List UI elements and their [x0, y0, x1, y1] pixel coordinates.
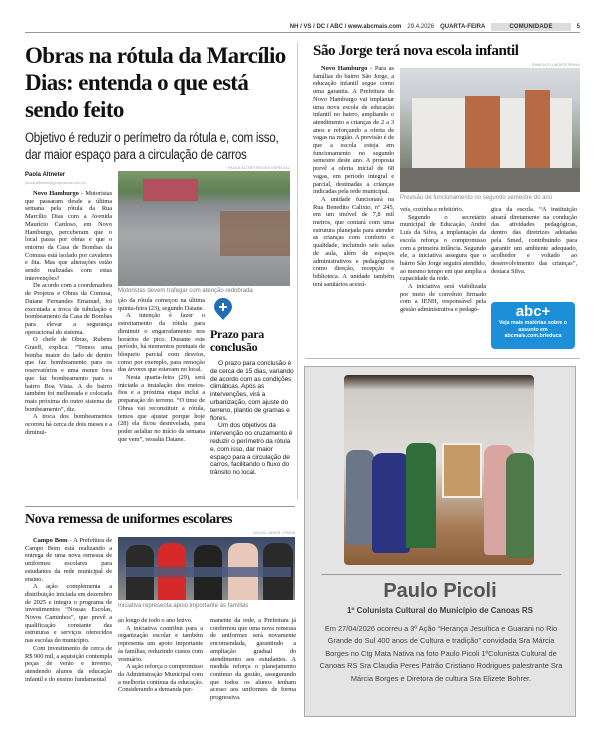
photo-caption: Previsão de funcionamento no segundo semestre do ano: [400, 195, 553, 201]
abcmais-promo[interactable]: [491, 302, 575, 349]
dirt-shape: [220, 211, 290, 256]
ad-role: 1º Colunista Cultural do Município de Canoas RS: [346, 606, 534, 615]
paragraph-text: - A Prefeitura de Campo Bom está realizando a entrega de uma nova remessa de uniformes escolares para estudantes da rede municipal de ensino.: [25, 537, 112, 583]
page-header: [25, 21, 580, 33]
brick-wall: [525, 90, 550, 168]
person: [346, 450, 374, 545]
paragraph-text: A unidade funcionará na Rua Benedito Calixto, nº 245, em um imóvel de 7,8 mil metros, que contará com uma estrutura planejada para atender as crianças com conforto e qualidade, incluindo seis salas de aula, além de espaços administrativos e pedagógicos como direção, recepção e biblioteca. A unidade também terá sanitários acessí-: [313, 195, 394, 288]
paragraph: [25, 537, 112, 583]
paragraph: [118, 663, 203, 694]
paragraph-text: Nesta quarta-feira (29), será iniciada a instalação dos meios-fios e a próxima etapa inclui a preparação do terreno. “O time de Obras vai reconstituir a rótula, temos que ajustar porque hoje (28) ela ficou desnivelada, para poder asfaltar no início da semana que vem”, ressalta Daiane.: [118, 374, 205, 443]
paragraph: [400, 214, 486, 283]
escola-column-1: [313, 65, 394, 288]
uniformes-column-2: [118, 617, 203, 694]
uniformes-column-1: [25, 537, 112, 683]
paulo-picoli-ad: [304, 366, 576, 717]
paragraph-text: veis, cozinha e refeitório.: [400, 206, 464, 213]
box-title: Prazo para conclusão: [210, 327, 264, 354]
paragraph-text: O chefe de Obras, Rubens Graeff, explica: “Temos uma bomba maior do lado de dentro que faz bombeamento para os reservatórios e uma menor fora que faz bombeamento para o bairro Boa Vista. A do bairro também foi melhorada e colocada mais próxima do outro sistema de bombeamento”, diz.: [25, 336, 112, 413]
brick-wall: [465, 96, 500, 168]
uniformes-headline: Nova remessa de uniformes escolares: [25, 512, 233, 527]
paragraph-text: Segundo o secretário municipal de Educação, André Luís da Silva, a implantação da escola reforça o compromisso com a primeira infância. Segundo ele, a iniciativa assegura que o bairro São Jorge seguirá atendido, ao mesmo tempo em que amplia a capacidade da rede.: [400, 213, 486, 283]
paragraph: [25, 583, 112, 645]
photo-caption: Motoristas devem trafegar com atenção redobrada: [118, 288, 253, 294]
paragraph: [118, 625, 203, 664]
uniform-packages: [126, 567, 291, 577]
paragraph-text: Com investimento de cerca de R$ 900 mil, a aquisição contempla peças de verão e inverno, atendendo alunos da educação infantil e do ensino fundamental: [25, 644, 112, 683]
edition-label: NH / VS / DC / ABC / www.abcmais.com: [289, 23, 402, 30]
author-name: Paola Altneter: [25, 172, 66, 178]
date: 29.4.2026: [407, 23, 435, 30]
ad-divider: [321, 574, 561, 575]
section-rule: [25, 506, 295, 507]
obras-column-1: [25, 190, 112, 437]
paragraph: [210, 360, 295, 422]
obras-column-2: [118, 297, 205, 443]
escola-column-2: [400, 206, 486, 314]
paragraph-text: manente da rede, a Prefeitura já confirmou que uma nova remessa de uniformes será novamente encomendada, garantindo a ampliação gradual do atendimento aos estudantes. A medida reforça o planejamento contínuo da gestão, assegurando que todos os alunos tenham acesso aos uniformes de forma progressiva.: [210, 617, 296, 702]
uniforms-photo: [118, 537, 295, 600]
school-building-photo: [400, 68, 580, 192]
wall-base: [400, 168, 580, 192]
paragraph-text: Um dos objetivos da intervenção no cruzamento é reduzir o perímetro da rótula e, com isso, dar maior espaço para a circulação de carros, facilitando o fluxo do trânsito no local.: [210, 422, 293, 477]
paragraph: [210, 422, 295, 477]
uniformes-column-3: [210, 617, 296, 702]
event-photo: [344, 375, 534, 565]
paragraph: [313, 196, 394, 288]
paragraph-text: - Motoristas que passaram desde a última semana pela rótula da Rua Marcílio Dias com a Avenida Maurício Cardoso, em Novo Hamburgo, perceberam que o local passa por obras e que o entorno da Casa de Bombas da Comusa está isolado por cavaletes e fita. Mas que alterações estão sendo realizadas com estas intervenções?: [25, 190, 112, 282]
page-number: 5: [576, 23, 580, 30]
paragraph: [25, 645, 112, 684]
paragraph: [210, 617, 296, 702]
author-email[interactable]: paola.altneter@gruposinos.com.br: [25, 180, 87, 185]
paragraph-text: A intenção é fazer o estreitamento da rótula para diminuir o engarrafamento nos horários de pico. Durante este período, há momentos pontuais de bloqueio parcial com desvios, como por exemplo, para remoção das árvores que estavam no local.: [118, 312, 205, 374]
paragraph: [25, 190, 112, 282]
paragraph: [491, 206, 577, 275]
paragraph-text: ção da rótula começou na última quinta-feira (23), segundo Daiane.: [118, 297, 205, 312]
photo-credit: RAMON ELLMONTE/PMNH: [532, 63, 580, 67]
dateline: Campo Bom: [33, 537, 68, 544]
paragraph-text: A troca dos bombeamentos ocorreu há cerca de dois meses e a diminui-: [25, 413, 112, 436]
person: [406, 443, 436, 548]
photo-credit: LUCAS LINDER / PMCB: [252, 531, 295, 535]
section-label: COMUNIDADE: [491, 23, 570, 31]
paragraph: [118, 374, 205, 443]
abcplus-logo: abc+: [515, 303, 551, 320]
paragraph-text: gica da escola. “A instituição atuará diretamente na condução das atividades pedagógicas, dentro das diretrizes adotadas pela Smed, contribuindo para garantir um ambiente adequado, acolhedor e voltado ao desenvolvimento das crianças”, destaca Silva.: [491, 206, 577, 275]
paragraph: [313, 65, 394, 196]
section-rule: [305, 358, 580, 359]
paragraph-text: A iniciativa contribui para a organização escolar e também representa um apoio importante às famílias, reduzindo custos com vestuário.: [118, 624, 203, 663]
plus-icon: [214, 298, 232, 320]
photo-credit: PAOLA ALTNETER/GES ESPECIAL: [228, 166, 290, 170]
paragraph: [400, 283, 486, 314]
obras-headline: Obras na rótula da Marcílio Dias: entenda o que está sendo feito: [25, 43, 286, 122]
paragraph: [118, 297, 205, 312]
promo-text[interactable]: Veja mais matérias sobre o assunto em abcmais.com.br/educa: [498, 320, 567, 339]
obras-subtitle: Objetivo é reduzir o perímetro da rótula e, com isso, dar maior espaço para a circulação de carros: [25, 130, 279, 162]
paragraph: [25, 336, 112, 413]
escola-headline: São Jorge terá nova escola infantil: [313, 43, 519, 59]
box-text: [210, 360, 295, 477]
paragraph-text: De acordo com a coordenadora de Projetos e Obras da Comusa, Daiane Fernandes Emanuel, foi executada a troca de tubulação e bombeamento da Casa de Bombas para elevar a segurança operacional do sistema.: [25, 282, 112, 336]
photo-caption: Iniciativa representa apoio importante às famílias: [118, 603, 249, 609]
person: [372, 453, 410, 553]
paragraph: [25, 282, 112, 336]
paragraph: [400, 206, 486, 214]
roadworks-photo: [118, 171, 290, 286]
paragraph-text: O prazo para conclusão é de cerca de 15 dias, variando de acordo com as condições climáticas. Após as intervenções, virá a urbanização, com ajuste do terreno, plantio de gramas e flores.: [210, 360, 294, 422]
paragraph-text: - Para as famílias do bairro São Jorge, a educação infantil segue como uma garantia. A Prefeitura de Novo Hamburgo vai implantar uma nova escola de educação infantil no bairro, ampliando o atendimento a crianças de 2 a 3 anos e reforçando a oferta de vagas na região. A previsão é de que a escola esteja em funcionamento no segundo semestre deste ano. A proposta prevê a oferta inicial de 68 vagas, em período integral e parcial, destinadas a crianças indicadas pela rede municipal.: [313, 65, 394, 196]
escola-column-3: [491, 206, 577, 275]
paragraph: [118, 617, 203, 625]
person: [506, 453, 534, 558]
paragraph-text: A ação complementa a distribuição iniciada em dezembro de 2025 e integra o programa de investimentos “Nossas Escolas, Novos Caminhos”, que prevê a qualificação constante das estruturas e serviços oferecidos nas escolas do município.: [25, 583, 112, 645]
weekday: QUARTA-FEIRA: [440, 23, 486, 30]
banner-easel: [442, 443, 482, 498]
paragraph-text: A iniciativa será viabilizada por meio de convênio firmado com a IENH, responsável pela gestão administrativa e pedagó-: [400, 283, 486, 314]
paragraph-text: ao longo de todo o ano letivo.: [118, 617, 193, 624]
house-shape: [143, 179, 198, 201]
paragraph: [25, 413, 112, 436]
dateline: Novo Hamburgo: [321, 65, 368, 72]
column-divider: [297, 42, 298, 500]
paragraph: [118, 312, 205, 374]
ad-name: Paulo Picoli: [383, 580, 497, 602]
ad-text: Em 27/04/2026 ocorreu a 3º Ação “Herança Jesuítica e Guarani no Rio Grande do Sul 400 anos de Cultura e tradição” convidada Sra Márcia Borges no Ctg Mata Nativa na foto Paulo Picoli 1ºColunista Cultural de Canoas RS Sra Claudia Peres Patrão Cristiano Rodrigues palestrante Sra Márcia Borges e Diretora de cultura Sra Elizete Bohrer.: [319, 624, 563, 683]
dateline: Novo Hamburgo: [33, 190, 79, 197]
paragraph-text: A ação reforça o compromisso da Administração Municipal com a melhoria contínua da educação. Considerando a demanda per-: [118, 663, 203, 694]
